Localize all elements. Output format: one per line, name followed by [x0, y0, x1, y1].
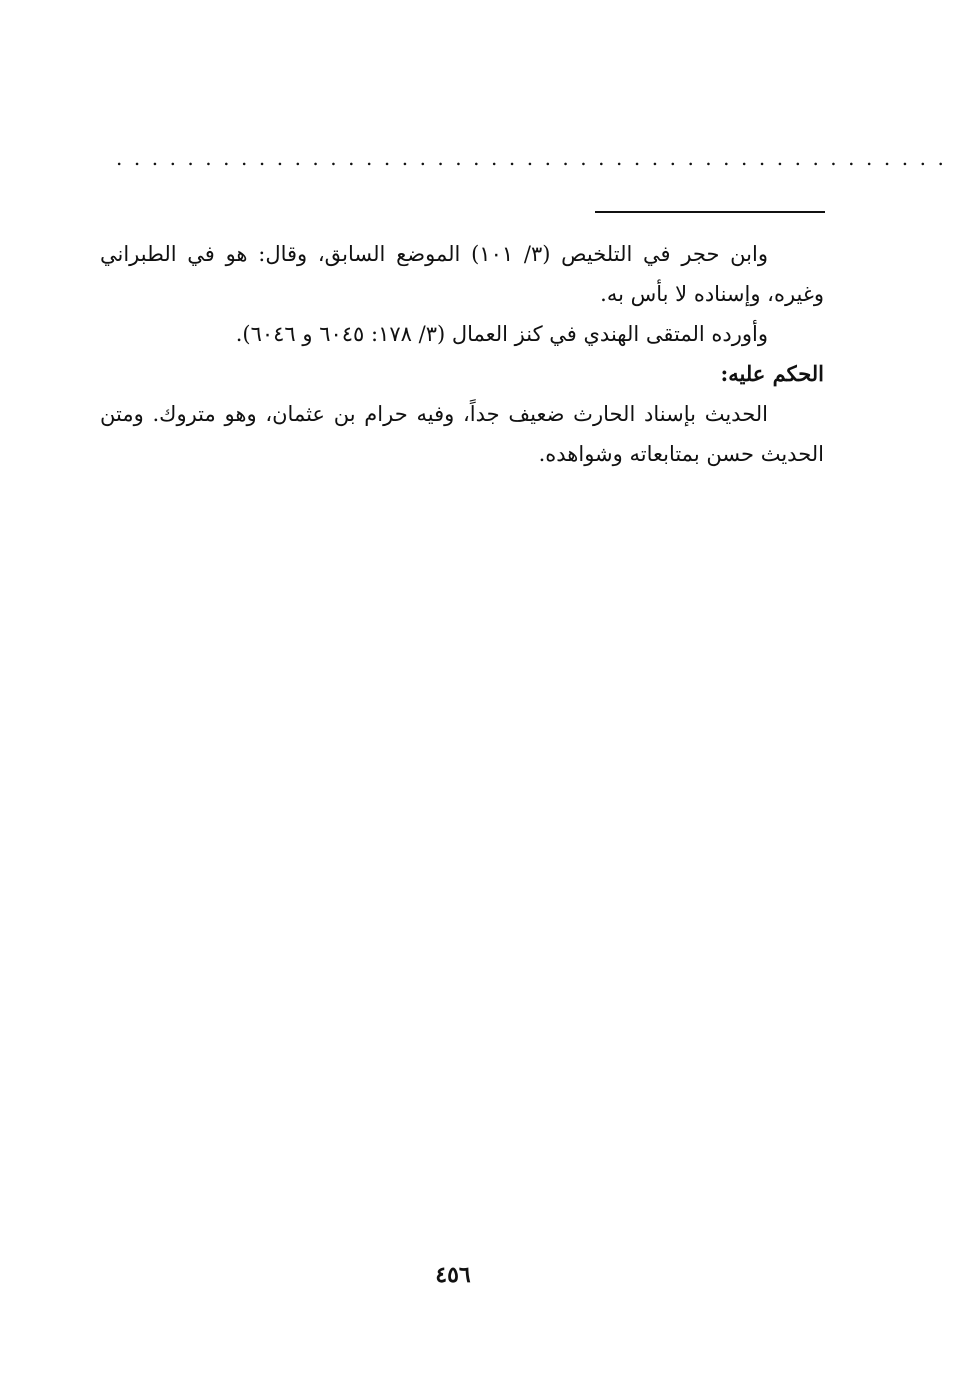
dotted-separator: ............................................... — [116, 146, 955, 170]
footnote-paragraph: وابن حجر في التلخيص (٣/ ١٠١) الموضع السابق، وقال: هو في الطبراني وغيره، وإسناده لا بأس به. — [100, 242, 824, 306]
page-number: ٤٥٦ — [435, 1262, 471, 1288]
footnote-rule — [595, 211, 825, 213]
footnote-paragraph: وأورده المتقى الهندي في كنز العمال (٣/ ١٧٨: ٦٠٤٥ و ٦٠٤٦). — [235, 322, 768, 346]
page-content — [100, 234, 824, 474]
section-heading: الحكم عليه: — [720, 361, 824, 386]
body-paragraph: الحديث بإسناد الحارث ضعيف جداً، وفيه حرام بن عثمان، وهو متروك. ومتن الحديث حسن بمتابعاته وشواهده. — [100, 402, 824, 466]
